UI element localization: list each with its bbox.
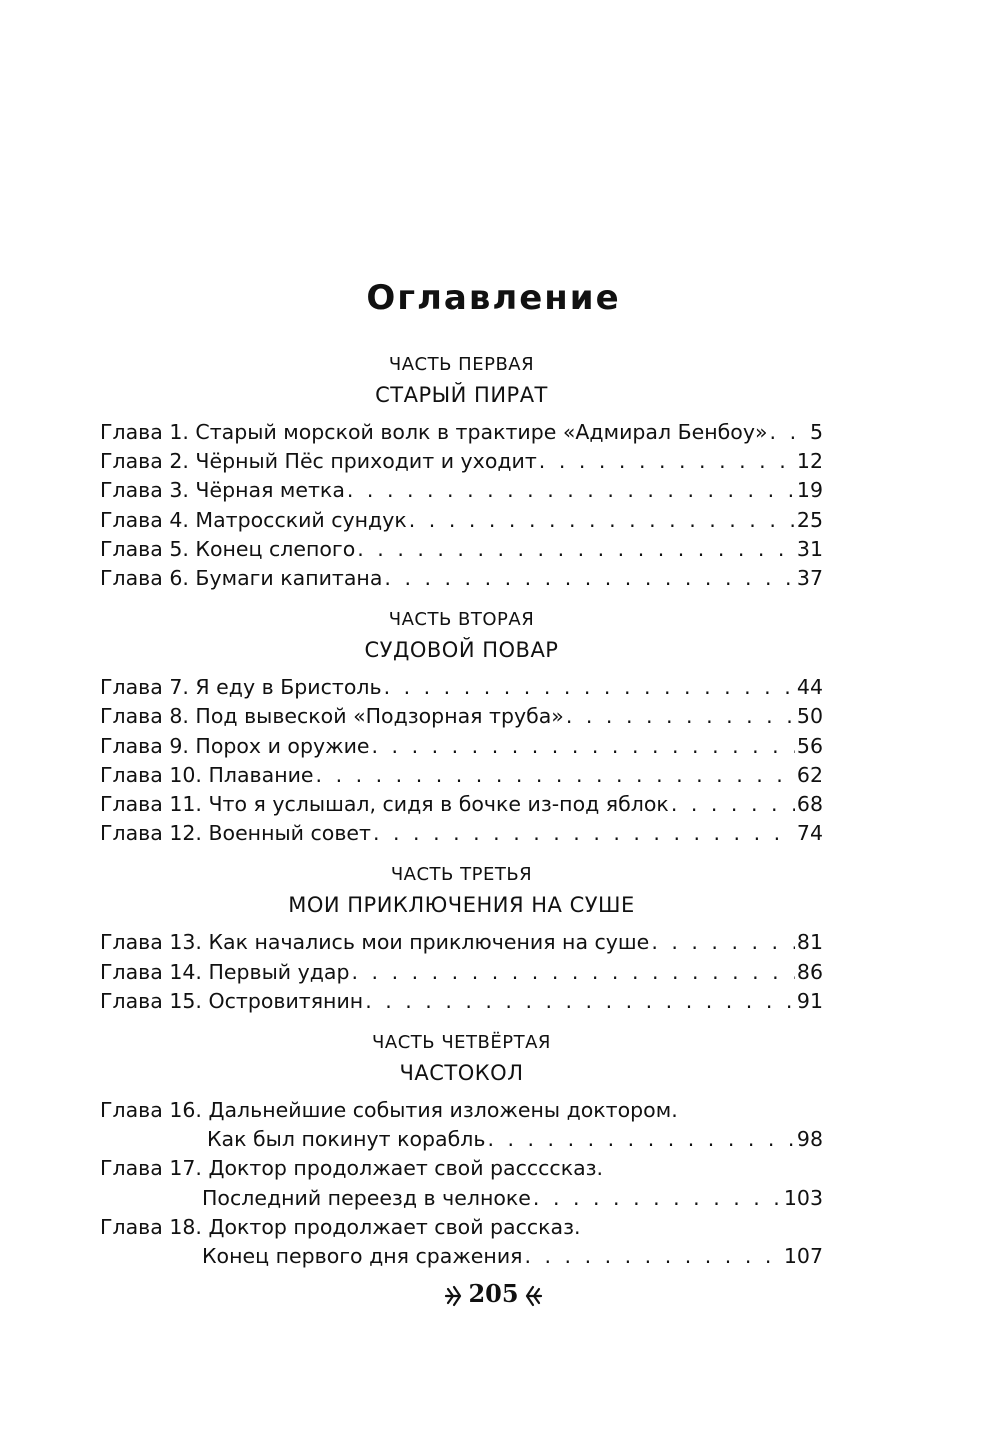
chapter-number: Глава 16. — [100, 1098, 202, 1123]
part-title: СУДОВОЙ ПОВАР — [364, 638, 559, 663]
toc-entry-second-line — [100, 1125, 823, 1154]
page-number: 103 — [783, 1185, 823, 1210]
leader-dots — [352, 958, 795, 987]
chapter-title: Что я услышал, сидя в бочке из-под яблок — [208, 792, 669, 817]
part-title: МОИ ПРИКЛЮЧЕНИЯ НА СУШЕ — [288, 893, 635, 918]
toc-entry-line — [100, 702, 823, 731]
toc-entry-line — [100, 958, 823, 987]
page-number: 74 — [796, 821, 823, 846]
toc-entry-line — [100, 447, 823, 476]
chapter-number: Глава 11. — [100, 792, 202, 817]
toc-entry — [100, 1154, 823, 1212]
chapter-title-continued: Как был покинут корабль — [207, 1127, 486, 1152]
toc-entry-line — [100, 535, 823, 564]
chapter-number: Глава 8. — [100, 704, 189, 729]
toc-entry-first-line — [100, 1096, 823, 1125]
toc-part — [0, 1028, 923, 1088]
page-number: 68 — [796, 792, 823, 817]
page-number: 5 — [809, 420, 823, 444]
toc-part — [0, 605, 923, 665]
table-of-contents — [100, 350, 823, 1271]
toc-entry — [100, 535, 823, 564]
chapter-title: Порох и оружие — [195, 733, 370, 758]
toc-entry-line — [100, 761, 823, 790]
leader-dots — [539, 447, 795, 476]
chapter-title: Бумаги капитана — [195, 566, 383, 591]
toc-entry — [100, 673, 823, 702]
toc-entry-second-line — [100, 1184, 823, 1213]
chapter-title-continued: Последний переезд в челноке — [202, 1185, 531, 1210]
toc-entry — [100, 447, 823, 476]
page-number: 31 — [796, 536, 823, 561]
page-number: 81 — [796, 930, 823, 955]
chapter-title: Плавание — [208, 762, 314, 787]
chapter-number: Глава 10. — [100, 762, 202, 787]
chapter-number: Глава 15. — [100, 988, 202, 1013]
toc-part — [0, 350, 923, 410]
toc-entry — [100, 1213, 823, 1271]
page-number: 205 — [468, 1279, 519, 1308]
chapter-number: Глава 5. — [100, 536, 189, 561]
toc-entry-line — [100, 732, 823, 761]
toc-entry-line — [100, 673, 823, 702]
chapter-number: Глава 7. — [100, 675, 189, 700]
page-number: 62 — [796, 762, 823, 787]
page-title: Оглавление — [366, 278, 621, 318]
chapter-title: Доктор продолжает свой рассказ. — [208, 1214, 581, 1239]
chapter-title: Конец слепого — [195, 536, 356, 561]
chapter-number: Глава 1. — [100, 420, 189, 444]
chapter-number: Глава 17. — [100, 1156, 202, 1181]
leader-dots — [533, 1184, 782, 1213]
left-ornament-icon — [444, 1283, 462, 1309]
toc-entry — [100, 702, 823, 731]
leader-dots — [365, 987, 795, 1016]
leader-dots — [770, 418, 808, 447]
part-label: ЧАСТЬ ЧЕТВЁРТАЯ — [372, 1032, 551, 1054]
leader-dots — [384, 673, 795, 702]
leader-dots — [373, 819, 795, 848]
page-folio — [0, 1276, 987, 1312]
part-title: ЧАСТОКОЛ — [399, 1061, 524, 1086]
toc-entry-line — [100, 987, 823, 1016]
chapter-title: Чёрный Пёс приходит и уходит — [195, 449, 537, 474]
toc-entry-line — [100, 790, 823, 819]
page-number: 91 — [796, 988, 823, 1013]
chapter-number: Глава 14. — [100, 959, 202, 984]
toc-entry-line — [100, 476, 823, 505]
leader-dots — [372, 732, 795, 761]
page-number: 12 — [796, 449, 823, 474]
toc-part — [0, 860, 923, 920]
leader-dots — [524, 1242, 781, 1271]
toc-entry-first-line — [100, 1213, 823, 1242]
toc-entry — [100, 987, 823, 1016]
toc-entry — [100, 761, 823, 790]
chapter-number: Глава 18. — [100, 1214, 202, 1239]
chapter-title: Старый морской волк в трактире «Адмирал Бенбоу» — [195, 420, 768, 444]
chapter-title: Военный совет — [208, 821, 371, 846]
leader-dots — [316, 761, 795, 790]
chapter-number: Глава 12. — [100, 821, 202, 846]
part-label: ЧАСТЬ ТРЕТЬЯ — [390, 864, 533, 886]
chapter-number: Глава 4. — [100, 507, 189, 532]
toc-entry — [100, 476, 823, 505]
chapter-title: Дальнейшие события изложены доктором. — [208, 1098, 678, 1123]
toc-entry-line — [100, 564, 823, 593]
leader-dots — [487, 1125, 794, 1154]
page-number: 19 — [796, 478, 823, 503]
toc-entry — [100, 732, 823, 761]
chapter-title: Я еду в Бристоль — [195, 675, 382, 700]
part-label: ЧАСТЬ ПЕРВАЯ — [388, 354, 535, 375]
page-number: 25 — [796, 507, 823, 532]
toc-entry-line — [100, 506, 823, 535]
chapter-title: Первый удар — [208, 959, 350, 984]
chapter-title: Доктор продолжает свой рассссказ. — [208, 1156, 604, 1181]
page-number: 56 — [796, 733, 823, 758]
page-number: 98 — [796, 1127, 823, 1152]
toc-entry-second-line — [100, 1242, 823, 1271]
toc-entry-first-line — [100, 1154, 823, 1183]
right-ornament-icon — [525, 1283, 543, 1309]
toc-entry — [100, 928, 823, 957]
chapter-number: Глава 6. — [100, 566, 189, 591]
page-number: 86 — [796, 959, 823, 984]
toc-entry — [100, 506, 823, 535]
toc-entry-line — [100, 928, 823, 957]
toc-entry — [100, 418, 823, 447]
chapter-number: Глава 13. — [100, 930, 202, 955]
page-number: 44 — [796, 675, 823, 700]
page-number: 37 — [796, 566, 823, 591]
page-number: 50 — [796, 704, 823, 729]
leader-dots — [651, 928, 795, 957]
toc-entry-line — [100, 819, 823, 848]
leader-dots — [347, 476, 795, 505]
leader-dots — [409, 506, 795, 535]
chapter-title: Островитянин — [208, 988, 364, 1013]
chapter-title: Под вывеской «Подзорная труба» — [195, 704, 564, 729]
toc-entry — [100, 819, 823, 848]
leader-dots — [357, 535, 795, 564]
chapter-number: Глава 3. — [100, 478, 189, 503]
toc-entry-line — [100, 418, 823, 447]
leader-dots — [566, 702, 795, 731]
leader-dots — [671, 790, 795, 819]
part-label: ЧАСТЬ ВТОРАЯ — [388, 609, 535, 631]
chapter-title: Чёрная метка — [195, 478, 345, 503]
toc-entry — [100, 790, 823, 819]
toc-entry — [100, 1096, 823, 1154]
chapter-number: Глава 2. — [100, 449, 189, 474]
chapter-title: Матросский сундук — [195, 507, 407, 532]
chapter-title: Как начались мои приключения на суше — [208, 930, 650, 955]
page-number: 107 — [783, 1244, 823, 1269]
chapter-number: Глава 9. — [100, 733, 189, 758]
part-title: СТАРЫЙ ПИРАТ — [375, 383, 548, 407]
chapter-title-continued: Конец первого дня сражения — [202, 1244, 523, 1269]
toc-entry — [100, 958, 823, 987]
leader-dots — [384, 564, 795, 593]
toc-entry — [100, 564, 823, 593]
